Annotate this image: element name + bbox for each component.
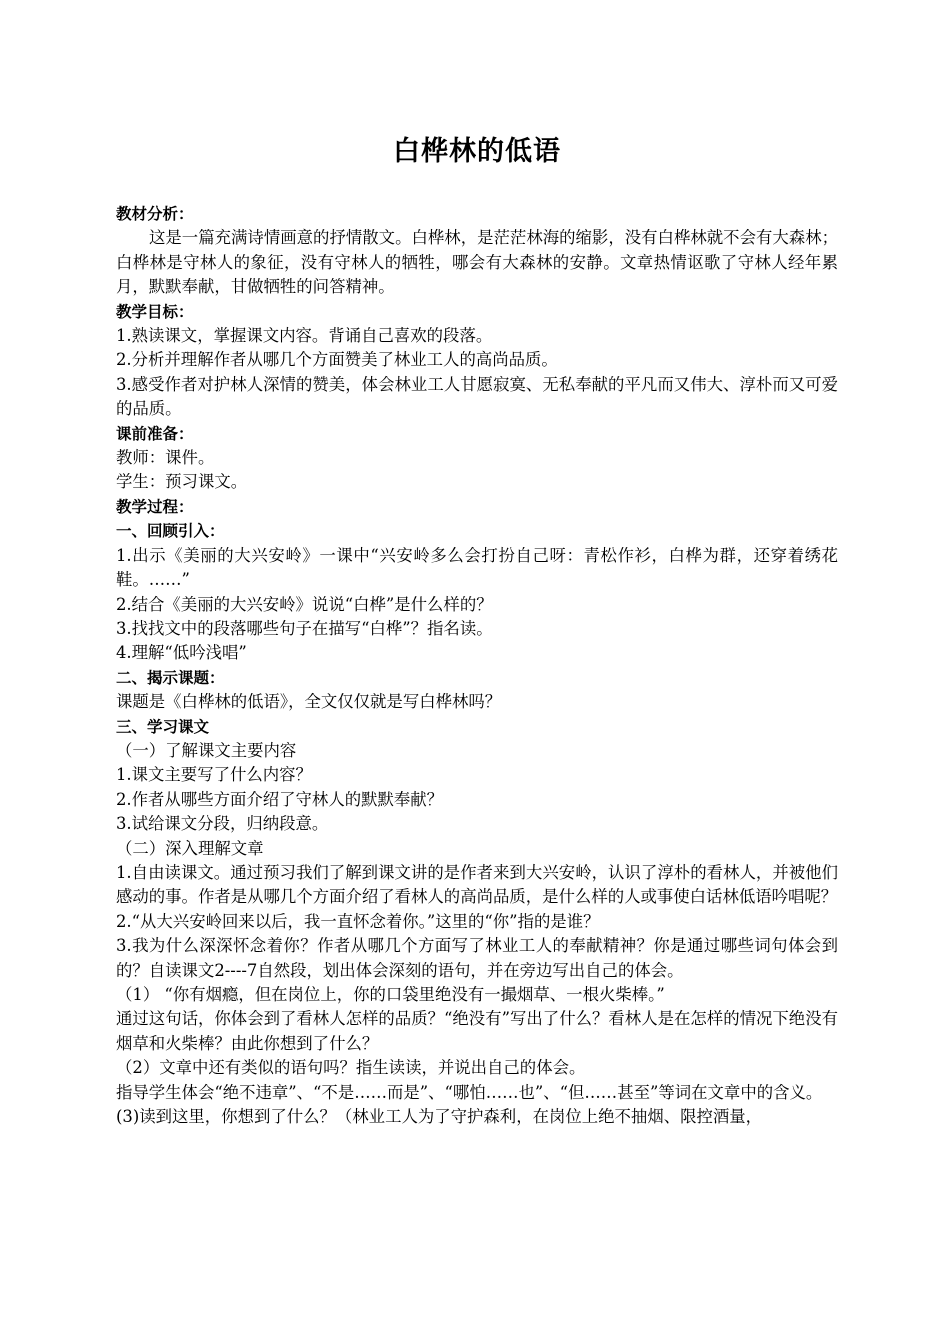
paragraph: （2）文章中还有类似的语句吗？指生读读，并说出自己的体会。 <box>116 1058 586 1078</box>
paragraph: 课题是《白桦林的低语》，全文仅仅就是写白桦林吗？ <box>116 692 502 712</box>
paragraph: 2.“从大兴安岭回来以后，我一直怀念着你。”这里的“你”指的是谁？ <box>116 911 600 931</box>
paragraph: 4.理解“低吟浅唱” <box>116 643 247 663</box>
section-heading: 教学目标： <box>116 302 194 321</box>
paragraph: 1.课文主要写了什么内容？ <box>116 765 312 785</box>
paragraph: 3.试给课文分段，归纳段意。 <box>116 814 329 834</box>
paragraph: 1.出示《美丽的大兴安岭》一课中“兴安岭多么会打扮自己呀：青松作衫，白桦为群，还穿着绣花鞋。……” <box>116 545 838 590</box>
section-heading: 教材分析： <box>116 205 194 223</box>
paragraph: 通过这句话，你体会到了看林人怎样的品质？“绝没有”写出了什么？看林人是在怎样的情况下绝没有烟草和火柴棒？由此你想到了什么？ <box>116 1009 838 1053</box>
paragraph: 2.作者从哪些方面介绍了守林人的默默奉献？ <box>116 789 444 809</box>
paragraph: 学生：预习课文。 <box>116 472 248 492</box>
paragraph: 教师：课件。 <box>116 448 215 468</box>
paragraph: （一）了解课文主要内容 <box>116 740 297 760</box>
paragraph: （二）深入理解文章 <box>116 838 264 858</box>
paragraph: 3.我为什么深深怀念着你？作者从哪几个方面写了林业工人的奉献精神？你是通过哪些词句体会到的？自读课文2----7自然段，划出体会深刻的语句，并在旁边写出自己的体会。 <box>116 936 838 980</box>
paragraph: 2.结合《美丽的大兴安岭》说说“白桦”是什么样的？ <box>116 594 493 614</box>
document-title: 白桦林的低语 <box>393 136 561 167</box>
section-heading: 二、揭示课题： <box>116 668 225 687</box>
paragraph: （1） “你有烟瘾，但在岗位上，你的口袋里绝没有一撮烟草、一根火柴棒。” <box>116 985 665 1004</box>
section-heading: 教学过程： <box>116 497 194 516</box>
paragraph: 这是一篇充满诗情画意的抒情散文。白桦林，是茫茫林海的缩影，没有白桦林就不会有大森林；白桦林是守林人的象征，没有守林人的牺牲，哪会有大森林的安静。文章热情讴歌了守林人经年累月，默默奉献，甘做牺牲的问答精神。 <box>116 228 838 297</box>
paragraph: (3)读到这里，你想到了什么？（林业工人为了守护森利，在岗位上绝不抽烟、限控酒量， <box>116 1107 763 1127</box>
paragraph: 3.找找文中的段落哪些句子在描写“白桦”？指名读。 <box>116 618 493 638</box>
document-body <box>116 202 838 1129</box>
document-page <box>116 128 838 1129</box>
section-heading: 三、学习课文 <box>116 717 210 736</box>
paragraph: 3.感受作者对护林人深情的赞美，体会林业工人甘愿寂寞、无私奉献的平凡而又伟大、淳朴而又可爱的品质。 <box>116 374 838 419</box>
paragraph: 指导学生体会“绝不违章”、“不是……而是”、“哪怕……也”、“但……甚至”等词在文章中的含义。 <box>116 1082 823 1102</box>
paragraph: 1.熟读课文，掌握课文内容。背诵自己喜欢的段落。 <box>116 326 493 346</box>
section-heading: 课前准备： <box>116 424 194 443</box>
section-heading: 一、回顾引入： <box>116 522 225 541</box>
paragraph: 2.分析并理解作者从哪几个方面赞美了林业工人的高尚品质。 <box>116 350 558 370</box>
paragraph: 1.自由读课文。通过预习我们了解到课文讲的是作者来到大兴安岭，认识了淳朴的看林人，并被他们感动的事。作者是从哪几个方面介绍了看林人的高尚品质，是什么样的人或事使白话林低语吟唱呢？ <box>116 862 838 907</box>
